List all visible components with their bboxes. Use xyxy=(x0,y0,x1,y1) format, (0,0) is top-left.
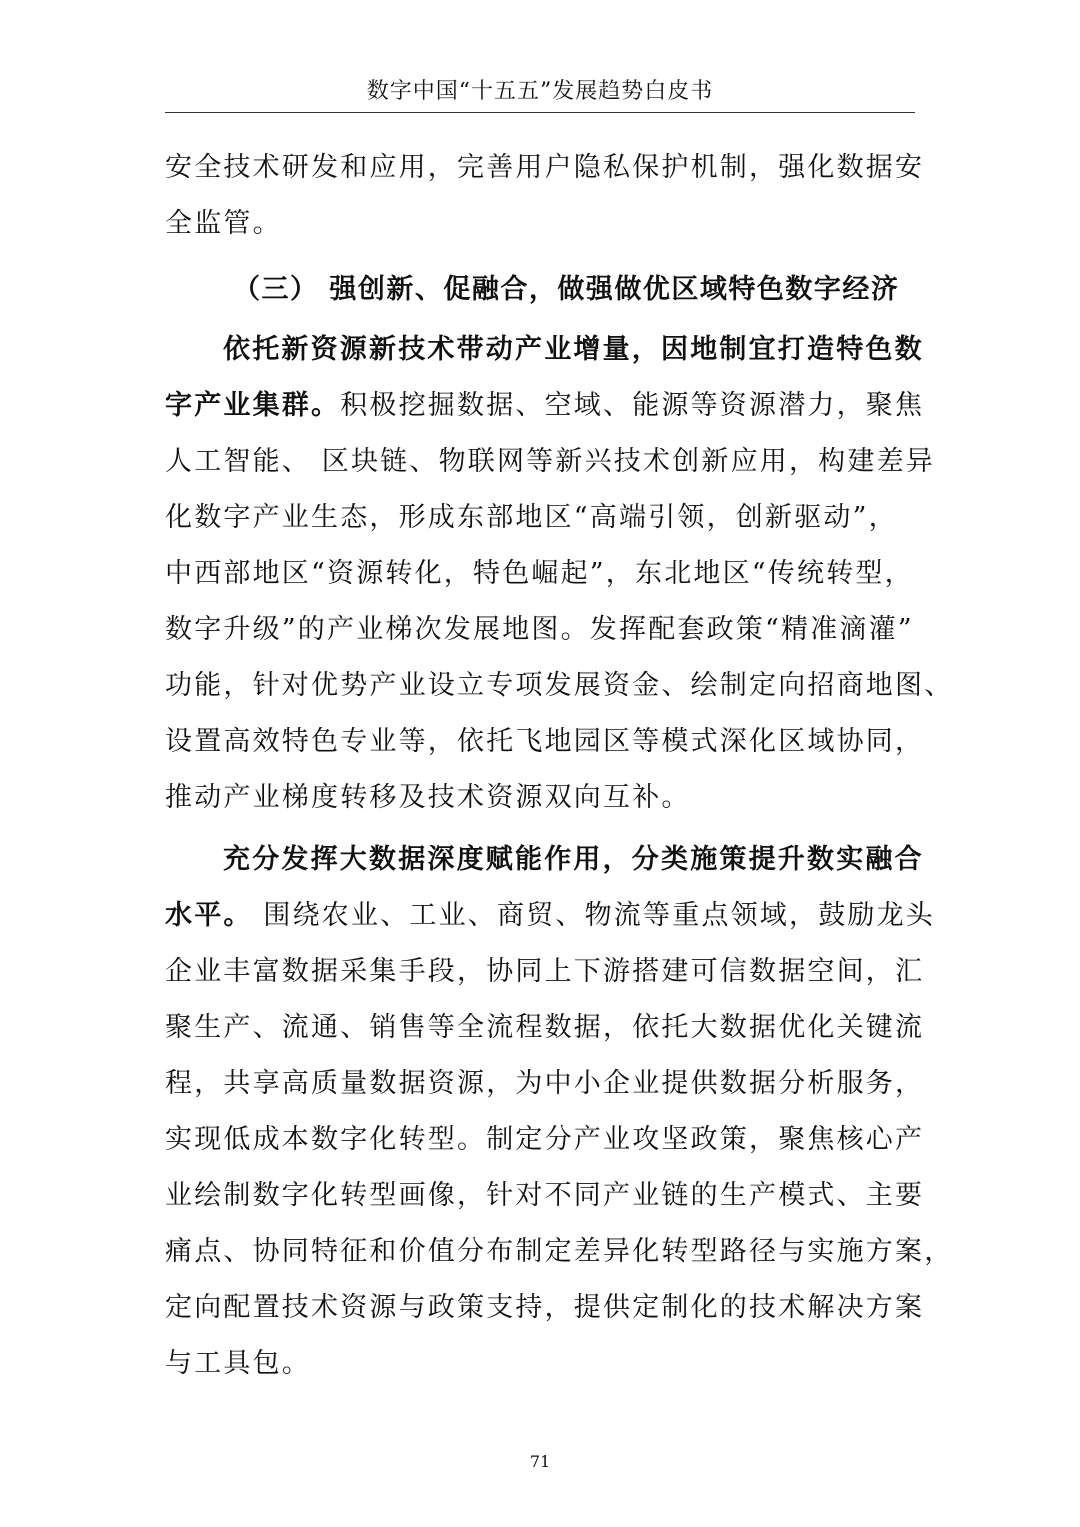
text-line: 业绘制数字化转型画像，针对不同产业链的生产模式、主要 xyxy=(165,1180,925,1211)
text-line-rest: 围绕农业、工业、商贸、物流等重点领域，鼓励龙头 xyxy=(252,900,935,931)
text-line: 程，共享高质量数据资源，为中小企业提供数据分析服务， xyxy=(165,1068,925,1099)
page-number: 71 xyxy=(529,1452,551,1471)
text-line: 推动产业梯度转移及技术资源双向互补。 xyxy=(165,782,691,813)
text-line: 定向配置技术资源与政策支持，提供定制化的技术解决方案 xyxy=(165,1292,925,1323)
bold-lead-end: 水平。 xyxy=(165,900,253,931)
bold-lead-end: 字产业集群。 xyxy=(165,390,341,421)
header-title: 数字中国“十五五”发展趋势白皮书 xyxy=(366,79,714,104)
text-line xyxy=(165,378,925,434)
text-line: 企业丰富数据采集手段，协同上下游搭建可信数据空间，汇 xyxy=(165,956,925,987)
text-line: 实现低成本数字化转型。制定分产业攻坚政策，聚焦核心产 xyxy=(165,1124,925,1155)
text-line: 化数字产业生态，形成东部地区“高端引领，创新驱动”， xyxy=(165,502,898,533)
text-line-rest: 积极挖掘数据、空域、能源等资源潜力，聚焦 xyxy=(340,390,925,421)
text-line: 痛点、协同特征和价值分布制定差异化转型路径与实施方案， xyxy=(165,1236,954,1267)
text-line: 人工智能、 区块链、物联网等新兴技术创新应用，构建差异 xyxy=(165,446,935,477)
text-line xyxy=(165,888,935,944)
text-line: 数字升级”的产业梯次发展地图。发挥配套政策“精准滴灌” xyxy=(165,614,914,645)
bold-lead-line: 依托新资源新技术带动产业增量，因地制宜打造特色数 xyxy=(223,334,924,365)
text-line: 全监管。 xyxy=(165,208,282,239)
text-line: 安全技术研发和应用，完善用户隐私保护机制，强化数据安 xyxy=(165,152,925,183)
section-heading: （三） 强创新、促融合，做强做优区域特色数字经济 xyxy=(233,274,900,305)
page-header xyxy=(165,72,915,113)
paragraph-continued xyxy=(165,140,925,252)
paragraph-regional-industry xyxy=(165,322,954,826)
text-line: 中西部地区“资源转化，特色崛起”，东北地区“传统转型， xyxy=(165,558,914,589)
text-line: 设置高效特色专业等，依托飞地园区等模式深化区域协同， xyxy=(165,726,925,757)
bold-lead-line: 充分发挥大数据深度赋能作用，分类施策提升数实融合 xyxy=(223,844,924,875)
text-line: 功能，针对优势产业设立专项发展资金、绘制定向招商地图、 xyxy=(165,670,954,701)
paragraph-big-data-empowerment xyxy=(165,832,954,1392)
text-line: 与工具包。 xyxy=(165,1348,311,1379)
page-body xyxy=(165,140,954,1392)
text-line: 聚生产、流通、销售等全流程数据，依托大数据优化关键流 xyxy=(165,1012,925,1043)
